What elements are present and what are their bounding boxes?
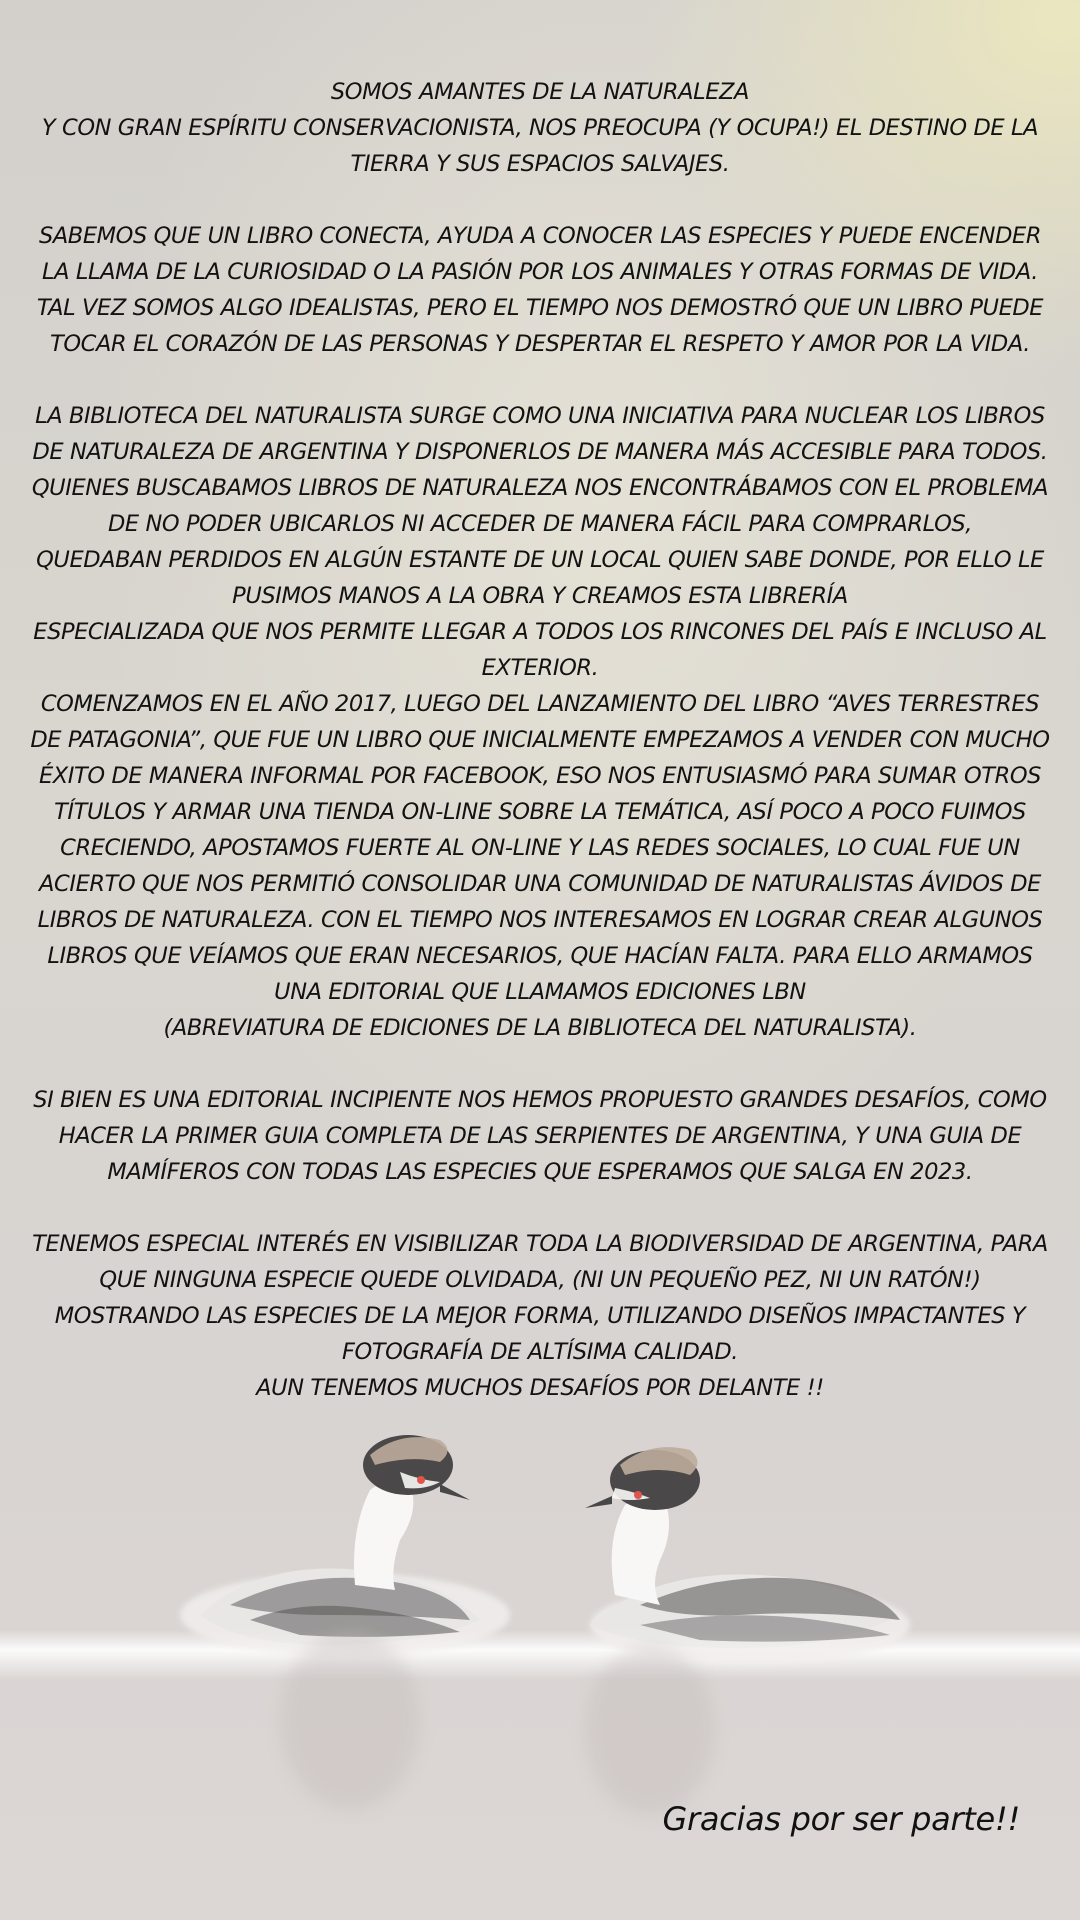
text-line: ESPECIALIZADA QUE NOS PERMITE LLEGAR A TODOS LOS RINCONES DEL PAÍS E INCLUSO AL EXTERIOR.	[33, 619, 1047, 681]
text-line: LA BIBLIOTECA DEL NATURALISTA SURGE COMO UNA INICIATIVA PARA NUCLEAR LOS LIBROS DE NATURALEZA DE ARGENTINA Y DISPONERLOS DE MANERA MÁS ACCESIBLE PARA TODOS.	[32, 403, 1048, 465]
text-line: AUN TENEMOS MUCHOS DESAFÍOS POR DELANTE !!	[256, 1375, 824, 1401]
text-line: SI BIEN ES UNA EDITORIAL INCIPIENTE NOS HEMOS PROPUESTO GRANDES DESAFÍOS, COMO HACER LA PRIMER GUIA COMPLETA DE LAS SERPIENTES DE ARGENTINA, Y UNA GUIA DE MAMÍFEROS CON TODAS LAS ESPECIES QUE ESPERAMOS QUE SALGA EN 2023.	[33, 1087, 1047, 1185]
paragraph-2	[30, 218, 1050, 362]
closing-message: Gracias por ser parte!!	[662, 1800, 1020, 1838]
text-line: QUIENES BUSCABAMOS LIBROS DE NATURALEZA NOS ENCONTRÁBAMOS CON EL PROBLEMA DE NO PODER UBICARLOS NI ACCEDER DE MANERA FÁCIL PARA COMPRARLOS,	[31, 475, 1049, 537]
text-line: QUEDABAN PERDIDOS EN ALGÚN ESTANTE DE UN LOCAL QUIEN SABE DONDE, POR ELLO LE PUSIMOS MANOS A LA OBRA Y CREAMOS ESTA LIBRERÍA	[36, 547, 1044, 609]
text-line: COMENZAMOS EN EL AÑO 2017, LUEGO DEL LANZAMIENTO DEL LIBRO “AVES TERRESTRES DE PATAGONIA”, QUE FUE UN LIBRO QUE INICIALMENTE EMPEZAMOS A VENDER CON MUCHO ÉXITO DE MANERA INFORMAL POR FACEBOOK, ESO NOS ENTUSIASMÓ PARA SUMAR OTROS TÍTULOS Y ARMAR UNA TIENDA ON-LINE SOBRE LA TEMÁTICA, ASÍ POCO A POCO FUIMOS CRECIENDO, APOSTAMOS FUERTE AL ON-LINE Y LAS REDES SOCIALES, LO CUAL FUE UN ACIERTO QUE NOS PERMITIÓ CONSOLIDAR UNA COMUNIDAD DE NATURALISTAS ÁVIDOS DE LIBROS DE NATURALEZA. CON EL TIEMPO NOS INTERESAMOS EN LOGRAR CREAR ALGUNOS LIBROS QUE VEÍAMOS QUE ERAN NECESARIOS, QUE HACÍAN FALTA. PARA ELLO ARMAMOS UNA EDITORIAL QUE LLAMAMOS EDICIONES LBN	[30, 691, 1050, 1005]
text-line: SABEMOS QUE UN LIBRO CONECTA, AYUDA A CONOCER LAS ESPECIES Y PUEDE ENCENDER LA LLAMA DE LA CURIOSIDAD O LA PASIÓN POR LOS ANIMALES Y OTRAS FORMAS DE VIDA.	[38, 223, 1042, 285]
grebes-photo	[0, 1420, 1080, 1920]
text-line: SOMOS AMANTES DE LA NATURALEZA	[330, 79, 750, 105]
paragraph-5	[30, 1226, 1050, 1406]
text-line: (ABREVIATURA DE EDICIONES DE LA BIBLIOTECA DEL NATURALISTA).	[163, 1015, 917, 1041]
water-line	[0, 1630, 1080, 1680]
paragraph-3	[30, 398, 1050, 1046]
about-text	[30, 74, 1050, 1442]
grebe-left	[180, 1435, 510, 1810]
paragraph-4	[30, 1082, 1050, 1190]
text-line: Y CON GRAN ESPÍRITU CONSERVACIONISTA, NOS PREOCUPA (Y OCUPA!) EL DESTINO DE LA TIERRA Y SUS ESPACIOS SALVAJES.	[41, 115, 1039, 177]
grebe-right	[585, 1447, 910, 1815]
text-line: TENEMOS ESPECIAL INTERÉS EN VISIBILIZAR TODA LA BIODIVERSIDAD DE ARGENTINA, PARA QUE NINGUNA ESPECIE QUEDE OLVIDADA, (NI UN PEQUEÑO PEZ, NI UN RATÓN!) MOSTRANDO LAS ESPECIES DE LA MEJOR FORMA, UTILIZANDO DISEÑOS IMPACTANTES Y FOTOGRAFÍA DE ALTÍSIMA CALIDAD.	[32, 1231, 1048, 1365]
text-line: TAL VEZ SOMOS ALGO IDEALISTAS, PERO EL TIEMPO NOS DEMOSTRÓ QUE UN LIBRO PUEDE TOCAR EL CORAZÓN DE LAS PERSONAS Y DESPERTAR EL RESPETO Y AMOR POR LA VIDA.	[36, 295, 1044, 357]
paragraph-1	[30, 74, 1050, 182]
